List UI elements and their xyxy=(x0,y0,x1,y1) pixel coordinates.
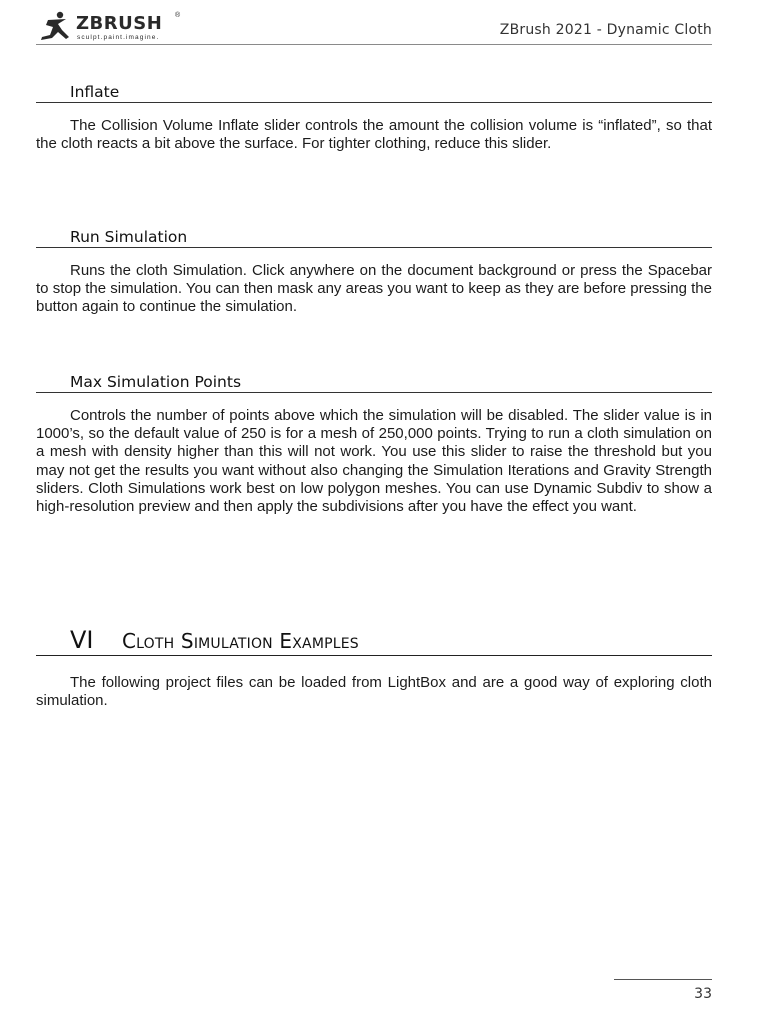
section-paragraph: Runs the cloth Simulation. Click anywhere on the document background or press the Spacebar to stop the simulation. You can then mask any areas you want to keep as they are before pressing the button again to continue the simulation. xyxy=(36,262,712,316)
footer-rule xyxy=(614,979,712,980)
section-heading xyxy=(36,370,712,393)
section-paragraph: The Collision Volume Inflate slider controls the amount the collision volume is “inflated”, so that the cloth reacts a bit above the surface. For tighter clothing, reduce this slider. xyxy=(36,117,712,153)
page-header xyxy=(36,8,712,45)
chapter-title: Cloth Simulation Examples xyxy=(122,629,359,653)
section-heading-text: Max Simulation Points xyxy=(70,373,242,391)
section-max-simulation-points xyxy=(36,370,712,516)
section-run-simulation xyxy=(36,225,712,317)
section-paragraph: Controls the number of points above which the simulation will be disabled. The slider value is in 1000’s, so the default value of 250 is for a mesh of 250,000 points. Trying to run a cloth simulation on a mesh with density higher than this will not work. You use this slider to raise the threshold but you may not get the results you want without also changing the Simulation Iterations and Gravity Strength sliders. Cloth Simulations work best on low polygon meshes. You can use Dynamic Subdiv to show a high-resolution preview and then apply the subdivisions after you have the effect you want. xyxy=(36,407,712,516)
registered-mark: ® xyxy=(175,12,181,19)
section-heading xyxy=(36,80,712,103)
chapter-heading xyxy=(36,624,712,656)
section-heading-text: Run Simulation xyxy=(70,228,188,246)
chapter-number: VI xyxy=(70,626,94,654)
section-inflate xyxy=(36,80,712,153)
logo-tagline: sculpt.paint.imagine. xyxy=(77,34,160,41)
page-number: 33 xyxy=(694,986,712,1002)
zbrush-logo xyxy=(38,10,188,44)
running-header-title: ZBrush 2021 - Dynamic Cloth xyxy=(499,22,712,38)
running-figure-icon xyxy=(38,10,74,42)
chapter-paragraph: The following project files can be loaded from LightBox and are a good way of exploring cloth simulation. xyxy=(36,674,712,710)
section-heading xyxy=(36,225,712,248)
chapter-intro xyxy=(36,674,712,710)
logo-wordmark: ZBRUSH xyxy=(76,13,163,34)
section-heading-text: Inflate xyxy=(70,83,120,101)
